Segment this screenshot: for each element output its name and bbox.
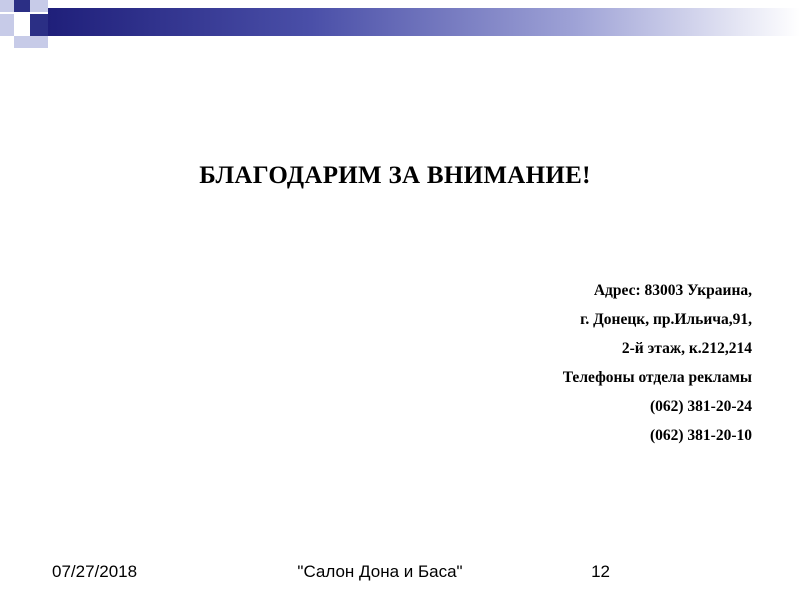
footer-title: "Салон Дона и Баса" <box>297 562 463 581</box>
decor-square <box>0 14 14 36</box>
decor-square <box>30 0 48 12</box>
floor-line: 2-й этаж, к.212,214 <box>621 340 752 357</box>
phone-number: (062) 381-20-24 <box>649 398 752 415</box>
page-number: 12 <box>591 562 610 581</box>
address-line: Адрес: 83003 Украина, <box>593 282 752 299</box>
slide-title: БЛАГОДАРИМ ЗА ВНИМАНИЕ! <box>199 162 591 189</box>
footer-date: 07/27/2018 <box>52 562 138 581</box>
city-line: г. Донецк, пр.Ильича,91, <box>580 311 752 328</box>
decor-square <box>30 14 48 36</box>
decor-square <box>0 0 14 12</box>
phones-heading: Телефоны отдела рекламы <box>562 369 752 386</box>
contact-block <box>392 281 752 455</box>
decor-square <box>14 0 30 12</box>
decor-square <box>30 36 48 48</box>
decor-square <box>14 36 30 48</box>
header-gradient-bar <box>48 8 800 36</box>
phone-number: (062) 381-20-10 <box>649 427 752 444</box>
